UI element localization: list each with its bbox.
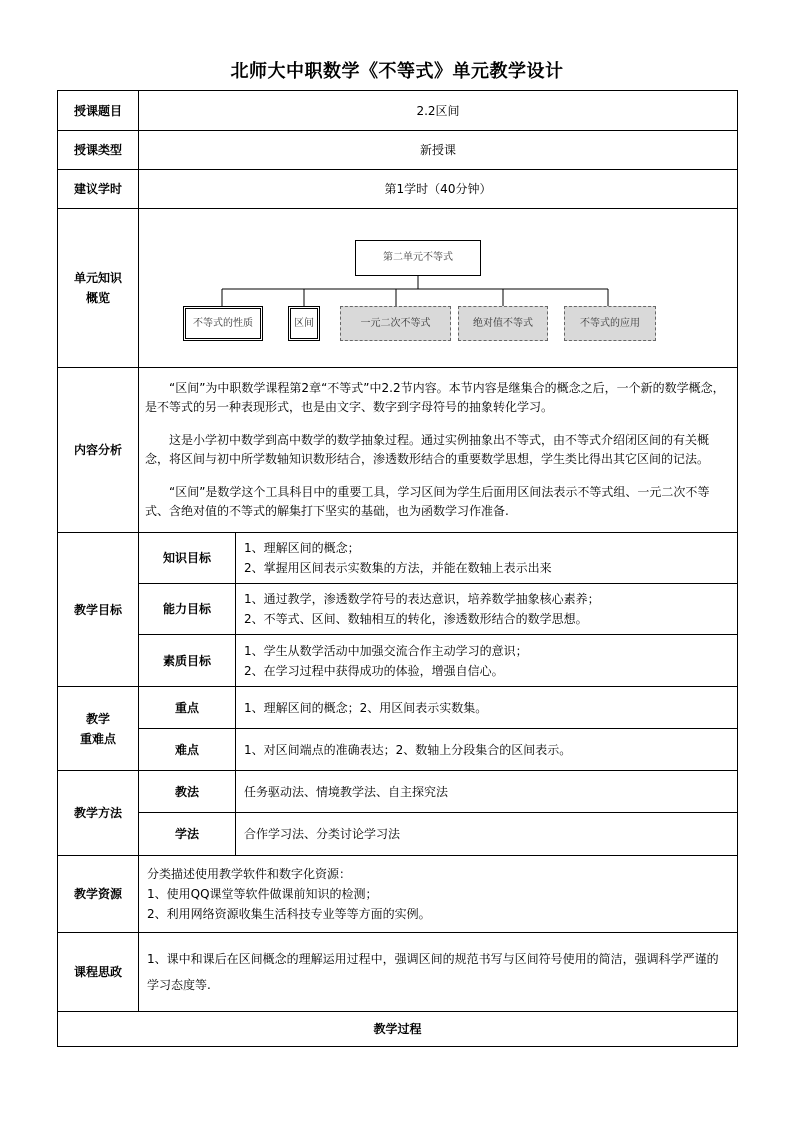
goal-ability-label: 能力目标: [138, 583, 236, 635]
goal-knowledge-label: 知识目标: [138, 532, 236, 584]
goal-quality-content: [235, 634, 738, 687]
resources-line-1: 分类描述使用教学软件和数字化资源：: [147, 867, 352, 881]
analysis-label: 内容分析: [57, 367, 139, 533]
diagram-root-node: 第二单元不等式: [355, 240, 481, 276]
resources-content: [138, 855, 738, 933]
type-label: 授课类型: [57, 130, 139, 170]
analysis-paragraph-2: 这是小学初中数学到高中数学的数学抽象过程。通过实例抽象出不等式，由不等式介绍闭区间的有关概念，将区间与初中所学数轴知识数形结合，渗透数形结合的重要数学思想，学生类比得出其它区间的记法。: [145, 433, 710, 466]
goal-ability-line-2: 2、不等式、区间、数轴相互的转化，渗透数形结合的数学思想。: [244, 612, 588, 626]
process-heading: 教学过程: [57, 1011, 738, 1047]
type-value: 新授课: [138, 130, 738, 170]
methods-label: 教学方法: [57, 770, 139, 856]
hours-label: 建议学时: [57, 169, 139, 209]
goals-label: 教学目标: [57, 532, 139, 687]
keypoints-label-line-2: 重难点: [79, 731, 116, 746]
goal-knowledge-content: [235, 532, 738, 584]
diagram-node-absolute: 绝对值不等式: [458, 306, 548, 341]
topic-label: 授课题目: [57, 90, 139, 131]
goal-quality-label: 素质目标: [138, 634, 236, 687]
keypoint-difficult-text: 1、对区间端点的准确表达；2、数轴上分段集合的区间表示。: [235, 728, 738, 771]
analysis-paragraph-3: “区间”是数学这个工具科目中的重要工具，学习区间为学生后面用区间法表示不等式组、一元二次不等式、含绝对值的不等式的解集打下坚实的基础，也为函数学习作准备.: [145, 485, 710, 518]
overview-diagram: [138, 208, 738, 368]
ideology-label: 课程思政: [57, 932, 139, 1012]
resources-line-2: 1、使用QQ课堂等软件做课前知识的检测；: [147, 887, 378, 901]
diagram-connectors: [139, 209, 739, 369]
goal-ability-line-1: 1、通过教学，渗透数学符号的表达意识，培养数学抽象核心素养；: [244, 592, 600, 606]
analysis-paragraph-1: “区间”为中职数学课程第2章“不等式”中2.2节内容。本节内容是继集合的概念之后，一个新的数学概念，是不等式的另一种表现形式，也是由文字、数字到字母符号的抽象转化学习。: [145, 381, 725, 414]
diagram-node-interval: 区间: [288, 306, 320, 341]
resources-label: 教学资源: [57, 855, 139, 933]
keypoint-important-text: 1、理解区间的概念；2、用区间表示实数集。: [235, 686, 738, 729]
ideology-content: [138, 932, 738, 1012]
overview-label: [57, 208, 139, 368]
keypoints-label: [57, 686, 139, 771]
keypoint-important-label: 重点: [138, 686, 236, 729]
goal-quality-line-2: 2、在学习过程中获得成功的体验，增强自信心。: [244, 663, 504, 678]
goal-quality-line-1: 1、学生从数学活动中加强交流合作主动学习的意识；: [244, 643, 528, 658]
keypoints-label-line-1: 教学: [85, 711, 110, 726]
ideology-text: 1、课中和课后在区间概念的理解运用过程中，强调区间的规范书写与区间符号使用的简洁，强调科学严谨的学习态度等.: [147, 952, 719, 992]
hours-value: 第1学时（40分钟）: [138, 169, 738, 209]
method-teaching-label: 教法: [138, 770, 236, 813]
document-title: 北师大中职数学《不等式》单元教学设计: [230, 61, 564, 82]
goal-knowledge-line-1: 1、理解区间的概念；: [244, 541, 360, 555]
method-learning-text: 合作学习法、分类讨论学习法: [235, 812, 738, 856]
goal-ability-content: [235, 583, 738, 635]
method-teaching-text: 任务驱动法、情境教学法、自主探究法: [235, 770, 738, 813]
keypoint-difficult-label: 难点: [138, 728, 236, 771]
analysis-content: [138, 367, 738, 533]
diagram-node-properties: 不等式的性质: [183, 306, 263, 341]
topic-value: 2.2区间: [138, 90, 738, 131]
goal-knowledge-line-2: 2、掌握用区间表示实数集的方法，并能在数轴上表示出来: [244, 561, 552, 575]
resources-line-3: 2、利用网络资源收集生活科技专业等等方面的实例。: [147, 907, 431, 921]
diagram-node-quadratic: 一元二次不等式: [340, 306, 451, 341]
diagram-node-application: 不等式的应用: [564, 306, 656, 341]
overview-label-text: 单元知识概览: [73, 271, 122, 305]
method-learning-label: 学法: [138, 812, 236, 856]
